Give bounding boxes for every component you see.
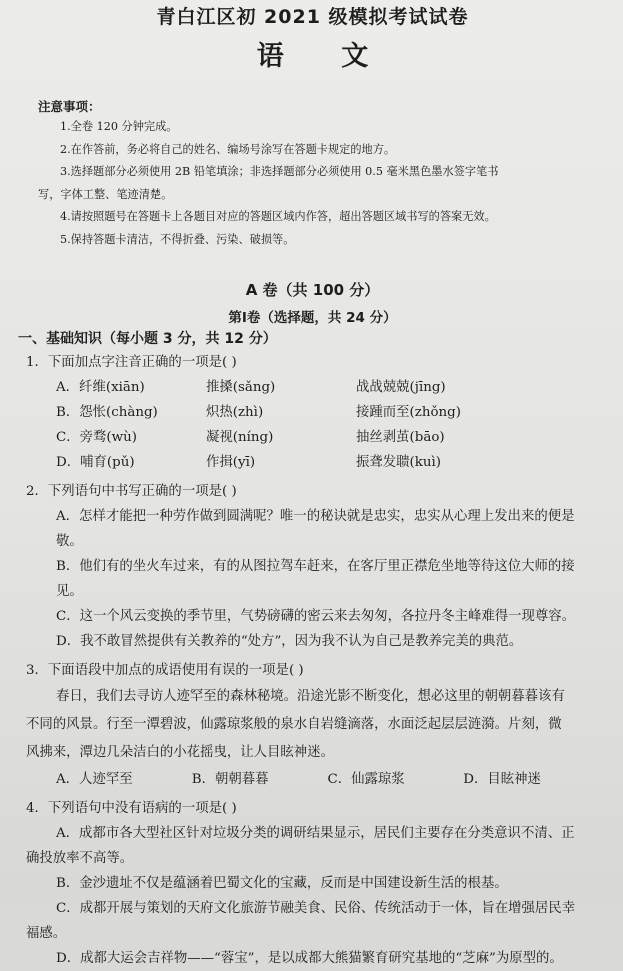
- option-line: A．怎样才能把一种劳作做到圆满呢？唯一的秘诀就是忠实，忠实从心理上发出来的便是敬。: [56, 508, 575, 549]
- option-cell: 推搡(sǎng): [206, 379, 276, 395]
- notice-item: 3.选择题部分必须使用 2B 铅笔填涂；非选择题部分必须使用 0.5 毫米黑色墨水签字笔书: [60, 165, 499, 179]
- notice-list: [38, 116, 595, 252]
- option-line: B．他们有的坐火车过来，有的从图拉驾车赶来，在客厅里正襟危坐地等待这位大师的接见。: [56, 558, 575, 599]
- notice-item: 5.保持答题卡清洁，不得折叠、污染、破损等。: [60, 232, 295, 246]
- question-1: [26, 350, 599, 475]
- option-line: B．金沙遗址不仅是蕴涵着巴蜀文化的宝藏，反而是中国建设新生活的根基。: [56, 875, 508, 891]
- option-row: [56, 400, 599, 425]
- option-cell: 战战兢兢(jīng): [356, 379, 446, 395]
- question-2: [26, 479, 599, 654]
- notice-item: 2.在作答前，务必将自己的姓名、编场号涂写在答题卡规定的地方。: [60, 142, 396, 156]
- part-1-heading: 一、基础知识（每小题 3 分，共 12 分）: [18, 330, 277, 347]
- notice-item: 写，字体工整、笔迹清楚。: [38, 187, 173, 201]
- option-line: 确投放率不高等。: [26, 850, 134, 866]
- option-cell: C．仙露琼浆: [327, 771, 405, 787]
- option-cell: D．哺育(pǔ): [56, 454, 135, 470]
- option-line: 福感。: [26, 925, 67, 941]
- option-cell: 接踵而至(zhǒng): [356, 404, 461, 420]
- option-cell: 振聋发聩(kuì): [356, 454, 442, 470]
- option-line: C．成都开展与策划的天府文化旅游节融美食、民俗、传统活动于一体，旨在增强居民幸: [56, 900, 576, 916]
- subject-title: 语 文: [256, 41, 393, 72]
- option-cell: A．纤维(xiān): [56, 379, 145, 395]
- option-cell: B．朝朝暮暮: [191, 771, 269, 787]
- question-stem: 4．下列语句中没有语病的一项是( ): [26, 800, 237, 816]
- option-cell: 炽热(zhì): [206, 404, 264, 420]
- question-stem: 1．下面加点字注音正确的一项是( ): [26, 354, 237, 370]
- passage-line: 不同的风景。行至一潭碧波，仙露琼浆般的泉水自岩缝滴落，水面泛起层层涟漪。片刻，微: [26, 716, 562, 732]
- option-line: C．这一个风云变换的季节里，气势磅礴的密云来去匆匆，各拉丹冬主峰难得一现尊容。: [56, 608, 576, 624]
- option-row: [56, 375, 599, 400]
- option-row: [56, 450, 599, 475]
- question-4: [26, 796, 599, 971]
- notice-heading: 注意事项：: [38, 99, 101, 114]
- option-cell: 作揖(yī): [206, 454, 256, 470]
- question-3: [26, 658, 599, 792]
- section-1-heading: 第Ⅰ卷（选择题，共 24 分）: [228, 309, 397, 326]
- option-cell: A．人迹罕至: [56, 771, 133, 787]
- notice-item: 4.请按照题号在答题卡上各题目对应的答题区域内作答，超出答题区域书写的答案无效。: [60, 210, 496, 224]
- question-stem: 3．下面语段中加点的成语使用有误的一项是( ): [26, 662, 304, 678]
- option-cell: B．怨怅(chàng): [56, 404, 158, 420]
- section-a-heading: A 卷（共 100 分）: [245, 280, 380, 299]
- passage-line: 春日，我们去寻访人迹罕至的森林秘境。沿途光影不断变化，想必这里的朝朝暮暮该有: [56, 688, 565, 704]
- option-row: [56, 425, 599, 450]
- option-line: D．成都大运会吉祥物——“蓉宝”，是以成都大熊猫繁育研究基地的“芝麻”为原型的。: [56, 950, 563, 966]
- option-cell: 抽丝剥茧(bāo): [356, 429, 445, 445]
- passage: [26, 683, 599, 767]
- question-stem: 2．下列语句中书写正确的一项是( ): [26, 483, 237, 499]
- option-cell: 凝视(níng): [206, 429, 274, 445]
- exam-title: 青白江区初 2021 级模拟考试试卷: [156, 6, 469, 28]
- passage-line: 风拂来，潭边几朵洁白的小花摇曳，让人目眩神迷。: [26, 744, 334, 760]
- option-cell: C．旁骛(wù): [56, 429, 137, 445]
- option-line: D．我不敢冒然提供有关教养的“处方”，因为我不认为自己是教养完美的典范。: [56, 633, 523, 649]
- notice-item: 1.全卷 120 分钟完成。: [60, 120, 178, 133]
- option-line: A．成都市各大型社区针对垃圾分类的调研结果显示，居民们主要存在分类意识不清、正: [56, 825, 575, 841]
- option-row: [56, 767, 599, 792]
- option-cell: D．目眩神迷: [463, 771, 541, 787]
